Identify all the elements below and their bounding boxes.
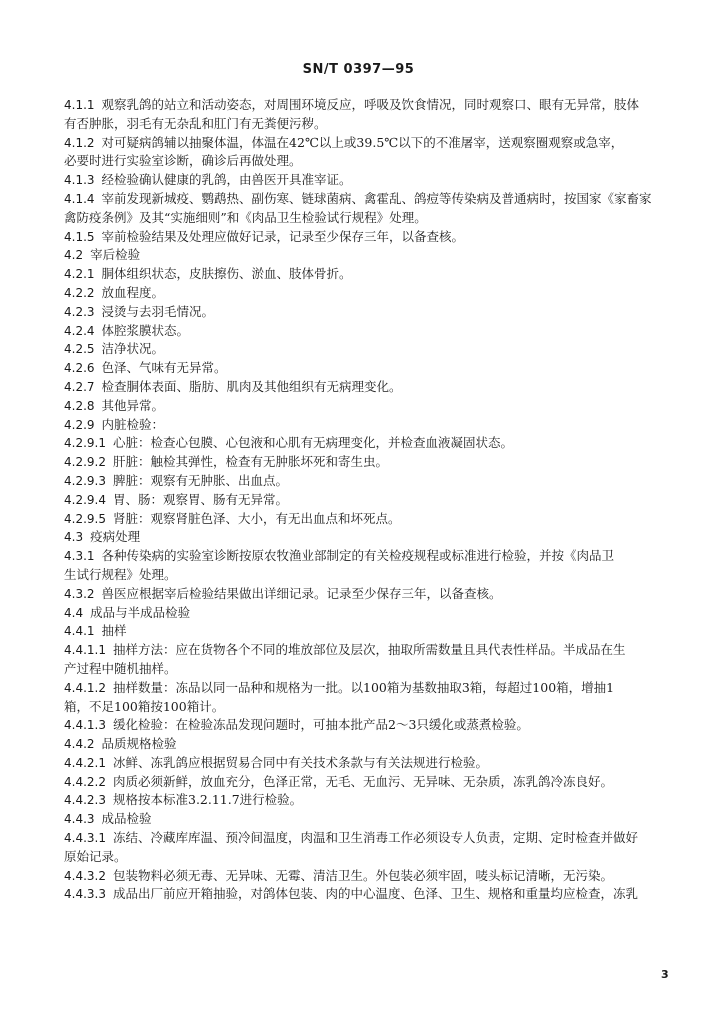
- clause-text: 各种传染病的实验室诊断按原农牧渔业部制定的有关检疫规程或标准进行检验，并按《肉品卫: [101, 548, 615, 564]
- clause-text: 浸烫与去羽毛情况。: [101, 303, 215, 319]
- clause-number: 4.4.3: [64, 812, 95, 827]
- clause-text: 冻结、冷藏库库温、预冷间温度，肉温和卫生消毒工作必须设专人负责，定期、定时检查并做好: [112, 830, 638, 846]
- clause-line: [64, 228, 664, 247]
- clause-number: 4.1.5: [64, 229, 95, 244]
- clause-number: 4.4.3.1: [64, 831, 106, 846]
- clause-line: [64, 134, 664, 153]
- clause-text: 检查胴体表面、脂肪、肌肉及其他组织有无病理变化。: [101, 378, 402, 394]
- clause-number: 4.4.3.3: [64, 887, 106, 902]
- clause-text: 有否肿胀，羽毛有无杂乱和肛门有无粪便污秽。: [64, 115, 327, 131]
- clause-number: 4.2: [64, 248, 84, 263]
- clause-text: 必要时进行实验室诊断，确诊后再做处理。: [64, 153, 302, 169]
- clause-line: [64, 378, 664, 397]
- clause-number: 4.1.1: [64, 98, 95, 112]
- clause-line: [64, 754, 664, 773]
- clause-text: 抽样方法：应在货物各个不同的堆放部位及层次，抽取所需数量且具代表性样品。半成品在生: [112, 642, 626, 658]
- clause-text: 体腔浆膜状态。: [101, 322, 190, 338]
- clause-number: 4.2.5: [64, 342, 95, 357]
- clause-line: [64, 867, 664, 886]
- clause-line: [64, 246, 664, 265]
- clause-number: 4.2.9.3: [64, 473, 106, 488]
- clause-line: [64, 716, 664, 735]
- clause-text: 冰鲜、冻乳鸽应根据贸易合同中有关技术条款与有关法规进行检验。: [112, 754, 488, 770]
- page-number: 3: [661, 968, 669, 981]
- clause-number: 4.2.3: [64, 304, 95, 319]
- clause-line: [64, 434, 664, 453]
- clause-text: 规格按本标准3.2.11.7进行检验。: [112, 792, 303, 808]
- clause-number: 4.1.2: [64, 135, 95, 150]
- clause-number: 4.4.1.2: [64, 680, 106, 695]
- clause-number: 4.4.2.1: [64, 755, 106, 770]
- clause-number: 4.4.3.2: [64, 868, 106, 883]
- clause-text: 观察乳鸽的站立和活动姿态，对周围环境反应，呼吸及饮食情况，同时观察口、眼有无异常，肢体: [101, 97, 640, 112]
- clause-text: 其他异常。: [101, 397, 165, 413]
- clause-text: 成品检验: [101, 811, 152, 827]
- clause-line: [64, 773, 664, 792]
- clause-number: 4.2.9.2: [64, 455, 106, 470]
- clause-continuation: [64, 848, 664, 867]
- clause-line: [64, 791, 664, 810]
- clause-line: [64, 510, 664, 529]
- clause-text: 产过程中随机抽样。: [64, 660, 177, 676]
- clause-text: 品质规格检验: [101, 736, 177, 752]
- clause-text: 心脏：检查心包膜、心包液和心肌有无病理变化，并检查血液凝固状态。: [112, 435, 513, 451]
- clause-line: [64, 96, 664, 115]
- clause-number: 4.4.2: [64, 737, 95, 752]
- clause-line: [64, 528, 664, 547]
- clause-line: [64, 829, 664, 848]
- clause-line: [64, 359, 664, 378]
- clause-text: 色泽、气味有无异常。: [101, 360, 227, 376]
- clause-line: [64, 679, 664, 698]
- clause-text: 缓化检验：在检验冻品发现问题时，可抽本批产品2～3只缓化或蒸煮检验。: [112, 717, 529, 733]
- clause-number: 4.2.6: [64, 361, 95, 376]
- clause-text: 兽医应根据宰后检验结果做出详细记录。记录至少保存三年，以备查核。: [101, 585, 502, 601]
- clause-text: 成品出厂前应开箱抽验，对鸽体包装、肉的中心温度、色泽、卫生、规格和重量均应检查，冻乳: [112, 886, 638, 902]
- clause-number: 4.4.2.2: [64, 774, 106, 789]
- clause-text: 肾脏：观察肾脏色泽、大小，有无出血点和坏死点。: [112, 510, 401, 526]
- clause-text: 抽样数量：冻品以同一品种和规格为一批。以100箱为基数抽取3箱，每超过100箱，增抽1: [112, 679, 615, 695]
- clause-line: [64, 585, 664, 604]
- clause-line: [64, 641, 664, 660]
- clause-number: 4.2.9: [64, 417, 95, 432]
- clause-continuation: [64, 115, 664, 134]
- clause-continuation: [64, 660, 664, 679]
- clause-number: 4.2.1: [64, 267, 95, 282]
- clause-number: 4.4: [64, 605, 84, 620]
- clause-number: 4.1.3: [64, 173, 95, 188]
- clause-number: 4.3.1: [64, 549, 95, 564]
- clause-line: [64, 491, 664, 510]
- clause-continuation: [64, 152, 664, 171]
- clause-number: 4.2.9.4: [64, 492, 106, 507]
- clause-line: [64, 284, 664, 303]
- clause-text: 包装物料必须无毒、无异味、无霉、清洁卫生。外包装必须牢固，唛头标记清晰，无污染。: [112, 867, 613, 883]
- clause-line: [64, 622, 664, 641]
- clause-number: 4.4.1: [64, 624, 95, 639]
- clause-line: [64, 810, 664, 829]
- clause-continuation: [64, 209, 664, 228]
- clause-text: 肝脏：触检其弹性，检查有无肿胀坏死和寄生虫。: [112, 454, 388, 470]
- clause-line: [64, 303, 664, 322]
- clause-number: 4.1.4: [64, 191, 95, 206]
- clause-line: [64, 171, 664, 190]
- clause-number: 4.2.7: [64, 379, 95, 394]
- clause-line: [64, 190, 664, 209]
- clause-text: 原始记录。: [64, 848, 127, 864]
- clause-number: 4.4.2.3: [64, 793, 106, 808]
- document-body: [64, 96, 664, 904]
- clause-line: [64, 322, 664, 341]
- clause-number: 4.4.1.3: [64, 718, 106, 733]
- clause-text: 宰前检验结果及处理应做好记录，记录至少保存三年，以备查核。: [101, 228, 465, 244]
- clause-line: [64, 604, 664, 623]
- clause-line: [64, 265, 664, 284]
- clause-line: [64, 340, 664, 359]
- clause-number: 4.2.9.5: [64, 511, 106, 526]
- clause-text: 对可疑病鸽辅以抽聚体温，体温在42℃以上或39.5℃以下的不准屠宰，送观察圈观察或急宰，: [101, 134, 624, 150]
- clause-line: [64, 885, 664, 904]
- clause-number: 4.2.8: [64, 398, 95, 413]
- clause-number: 4.3: [64, 530, 84, 545]
- clause-line: [64, 472, 664, 491]
- clause-text: 经检验确认健康的乳鸽，由兽医开具准宰证。: [101, 172, 352, 188]
- clause-text: 放血程度。: [101, 284, 165, 300]
- clause-number: 4.4.1.1: [64, 643, 106, 658]
- clause-text: 胴体组织状态，皮肤擦伤、淤血、肢体骨折。: [101, 266, 352, 282]
- clause-text: 内脏检验：: [101, 416, 165, 432]
- clause-text: 疫病处理: [90, 529, 141, 545]
- clause-text: 抽样: [101, 623, 127, 639]
- clause-text: 禽防疫条例》及其“实施细则”和《肉品卫生检验试行规程》处理。: [64, 209, 427, 225]
- clause-line: [64, 416, 664, 435]
- clause-text: 宰前发现新城疫、鹦鹉热、副伤寒、链球菌病、禽霍乱、鸽痘等传染病及普通病时，按国家《家畜家: [101, 190, 652, 206]
- clause-number: 4.3.2: [64, 586, 95, 601]
- clause-text: 胃、肠：观察胃、肠有无异常。: [112, 491, 288, 507]
- clause-line: [64, 735, 664, 754]
- clause-continuation: [64, 698, 664, 717]
- clause-text: 箱，不足100箱按100箱计。: [64, 698, 225, 714]
- clause-line: [64, 547, 664, 566]
- clause-line: [64, 453, 664, 472]
- clause-text: 洁净状况。: [101, 341, 165, 357]
- clause-text: 宰后检验: [90, 247, 141, 263]
- clause-text: 成品与半成品检验: [90, 604, 191, 620]
- clause-number: 4.2.4: [64, 323, 95, 338]
- clause-continuation: [64, 566, 664, 585]
- clause-text: 生试行规程》处理。: [64, 566, 177, 582]
- clause-text: 脾脏：观察有无肿胀、出血点。: [112, 472, 288, 488]
- clause-number: 4.2.9.1: [64, 436, 106, 451]
- clause-text: 肉质必须新鲜，放血充分，色泽正常，无毛、无血污、无异味、无杂质，冻乳鸽冷冻良好。: [112, 773, 613, 789]
- clause-number: 4.2.2: [64, 285, 95, 300]
- document-header: SN/T 0397—95: [302, 62, 415, 77]
- clause-line: [64, 397, 664, 416]
